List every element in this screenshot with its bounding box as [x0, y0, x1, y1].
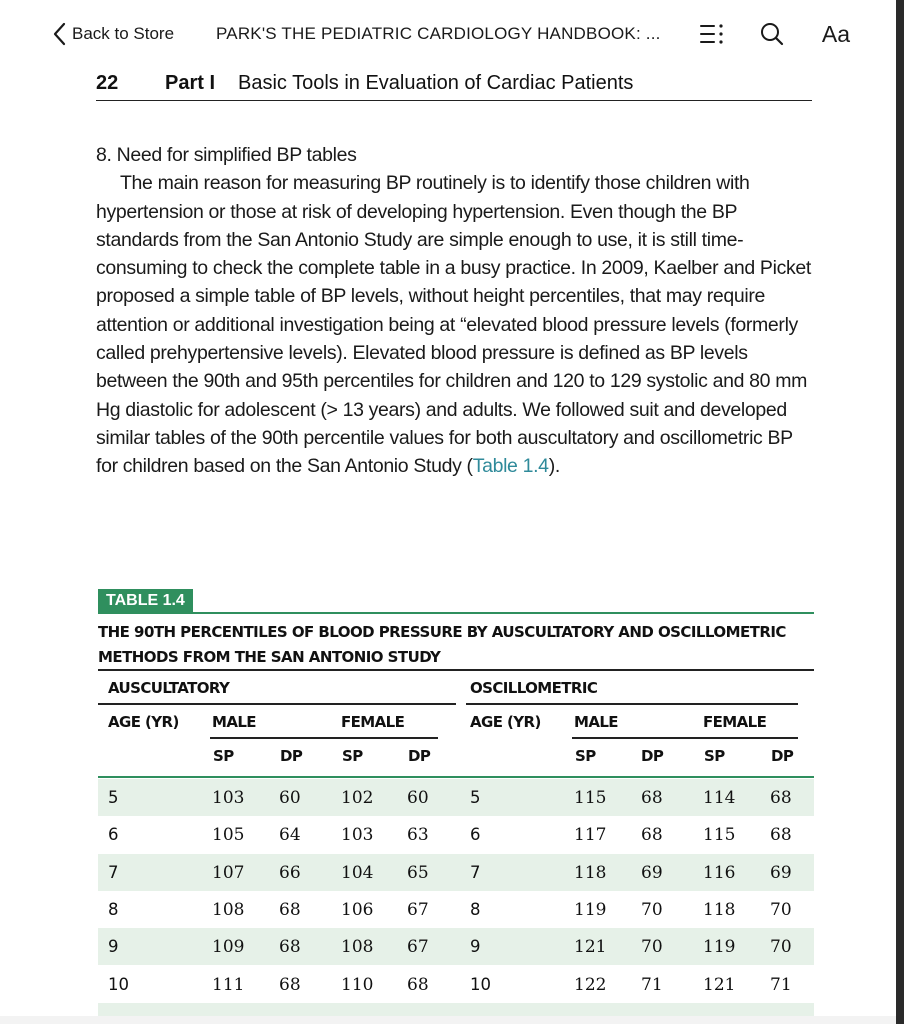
table-cell: 60	[407, 788, 429, 808]
table-cell: 117	[574, 825, 607, 846]
table-tag-rule	[98, 612, 814, 614]
bottom-strip	[0, 1016, 896, 1024]
section-paragraph	[96, 169, 816, 480]
table-cell: 9	[108, 937, 119, 957]
table-cell: 10	[470, 974, 491, 994]
table-top-rule	[98, 669, 814, 671]
table-cell: 121	[703, 974, 736, 995]
table-row	[98, 816, 814, 853]
table-header-rule	[98, 776, 814, 778]
col-male-dp-o: DP	[641, 747, 664, 765]
table-cell: 68	[279, 974, 301, 995]
table-cell: 108	[341, 937, 374, 958]
col-female-dp-o: DP	[771, 747, 794, 765]
col-male-oscillometric: MALE	[574, 713, 618, 731]
table-cell: 7	[108, 862, 119, 882]
table-cell: 104	[341, 862, 374, 883]
group-rule-right	[466, 703, 798, 705]
table-cell: 119	[703, 937, 736, 958]
col-male-sp-o: SP	[575, 747, 596, 765]
table-cell: 5	[470, 788, 481, 807]
table-cell: 71	[770, 974, 792, 995]
col-female-oscillometric: FEMALE	[703, 713, 767, 731]
section-body	[96, 141, 816, 481]
table-cell: 70	[641, 899, 663, 920]
col-male-auscultatory: MALE	[212, 713, 256, 731]
table-cell: 118	[703, 899, 736, 920]
table-of-contents-button[interactable]	[694, 18, 730, 50]
section-heading: 8. Need for simplified BP tables	[96, 144, 357, 166]
table-cell: 70	[770, 899, 792, 920]
group-header-auscultatory: AUSCULTATORY	[108, 679, 230, 697]
table-cell: 114	[703, 788, 736, 808]
table-cell: 68	[770, 825, 792, 846]
table-cell: 107	[212, 862, 245, 883]
table-cell: 69	[770, 862, 792, 883]
paragraph-text-end: ).	[548, 455, 560, 478]
col-age-oscillometric: AGE (YR)	[470, 713, 541, 731]
table-cell: 63	[407, 825, 429, 846]
table-cell: 6	[470, 825, 481, 845]
table-cell: 109	[212, 937, 245, 958]
table-cell: 67	[407, 899, 429, 920]
table-cell: 115	[574, 788, 607, 808]
table-tag: TABLE 1.4	[98, 589, 193, 612]
table-cell: 71	[641, 974, 663, 995]
table-cell: 106	[341, 899, 374, 920]
table-cell: 10	[108, 974, 129, 994]
table-cell: 68	[407, 974, 429, 995]
col-female-auscultatory: FEMALE	[341, 713, 405, 731]
table-row	[98, 966, 814, 1003]
table-cell: 6	[108, 825, 119, 845]
table-cell: 108	[212, 899, 245, 920]
table-cell: 122	[574, 974, 607, 995]
col-female-sp-a: SP	[342, 747, 363, 765]
table-cell: 116	[703, 862, 736, 883]
subheader-rule-left	[210, 737, 438, 739]
table-row	[98, 928, 814, 965]
subheader-rule-right	[572, 737, 798, 739]
table-cell: 8	[470, 899, 481, 919]
font-settings-button[interactable]: Aa	[821, 20, 851, 47]
table-row	[98, 891, 814, 928]
col-female-sp-o: SP	[704, 747, 725, 765]
page-header	[96, 70, 812, 101]
search-icon	[759, 21, 785, 47]
table-row	[98, 779, 814, 816]
table-cell: 70	[770, 937, 792, 958]
table-cell: 110	[341, 974, 374, 995]
table-row-partial	[98, 1003, 814, 1016]
table-row	[98, 854, 814, 891]
table-cell: 121	[574, 937, 607, 958]
table-cell: 60	[279, 788, 301, 808]
list-menu-icon	[697, 20, 727, 48]
group-header-oscillometric: OSCILLOMETRIC	[470, 679, 598, 697]
table-cell: 9	[470, 937, 481, 957]
table-cell: 102	[341, 788, 374, 808]
chevron-left-icon	[52, 22, 66, 46]
table-cell: 70	[641, 937, 663, 958]
table-cell: 67	[407, 937, 429, 958]
page-number: 22	[96, 72, 119, 94]
table-cell: 64	[279, 825, 301, 846]
reader-toolbar	[0, 0, 896, 68]
table-cell: 65	[407, 862, 429, 883]
col-age-auscultatory: AGE (YR)	[108, 713, 179, 731]
table-cell: 103	[212, 788, 245, 808]
table-cell: 8	[108, 899, 119, 919]
table-cell: 5	[108, 788, 119, 807]
table-cell: 111	[212, 974, 245, 995]
table-cell: 68	[641, 825, 663, 846]
table-cell: 68	[279, 899, 301, 920]
table-cell: 68	[770, 788, 792, 808]
table-cell: 68	[279, 937, 301, 958]
col-male-sp-a: SP	[213, 747, 234, 765]
window-edge	[896, 0, 904, 1024]
group-rule-left	[98, 703, 456, 705]
search-button[interactable]	[756, 18, 788, 50]
part-title: Basic Tools in Evaluation of Cardiac Patients	[238, 72, 634, 94]
table-cell: 68	[641, 788, 663, 808]
table-cell: 119	[574, 899, 607, 920]
col-female-dp-a: DP	[408, 747, 431, 765]
book-title: PARK'S THE PEDIATRIC CARDIOLOGY HANDBOOK: ...	[216, 24, 661, 43]
table-cell: 115	[703, 825, 736, 846]
table-cell: 7	[470, 862, 481, 882]
table-caption: THE 90TH PERCENTILES OF BLOOD PRESSURE BY AUSCULTATORY AND OSCILLOMETRIC METHODS FROM THE SAN ANTONIO STUDY	[98, 623, 786, 666]
part-label: Part I	[165, 72, 216, 94]
table-cell: 103	[341, 825, 374, 846]
back-to-store-button[interactable]	[52, 20, 174, 48]
table-cell: 69	[641, 862, 663, 883]
table-cell: 118	[574, 862, 607, 883]
table-cell: 105	[212, 825, 245, 846]
back-to-store-label: Back to Store	[72, 24, 175, 43]
paragraph-text: The main reason for measuring BP routinely is to identify those children with hypertension or those at risk of developing hypertension. Even though the BP standards from the San Antonio Study are simple enough to use, it is still time-consuming to check the complete table in a busy practice. In 2009, Kaelber and Picket proposed a simple table of BP levels, without height percentiles, that may require attention or additional investigation being at “elevated blood pressure levels (formerly called prehypertensive levels). Elevated blood pressure is defined as BP levels between the 90th and 95th percentiles for children and 120 to 129 systolic and 80 mm Hg diastolic for adolescent (> 13 years) and adults. We followed suit and developed similar tables of the 90th percentile values for both auscultatory and oscillometric BP for children based on the San Antonio Study (	[96, 172, 811, 478]
col-male-dp-a: DP	[280, 747, 303, 765]
table-cell: 66	[279, 862, 301, 883]
table-reference-link[interactable]: Table 1.4	[472, 455, 549, 478]
